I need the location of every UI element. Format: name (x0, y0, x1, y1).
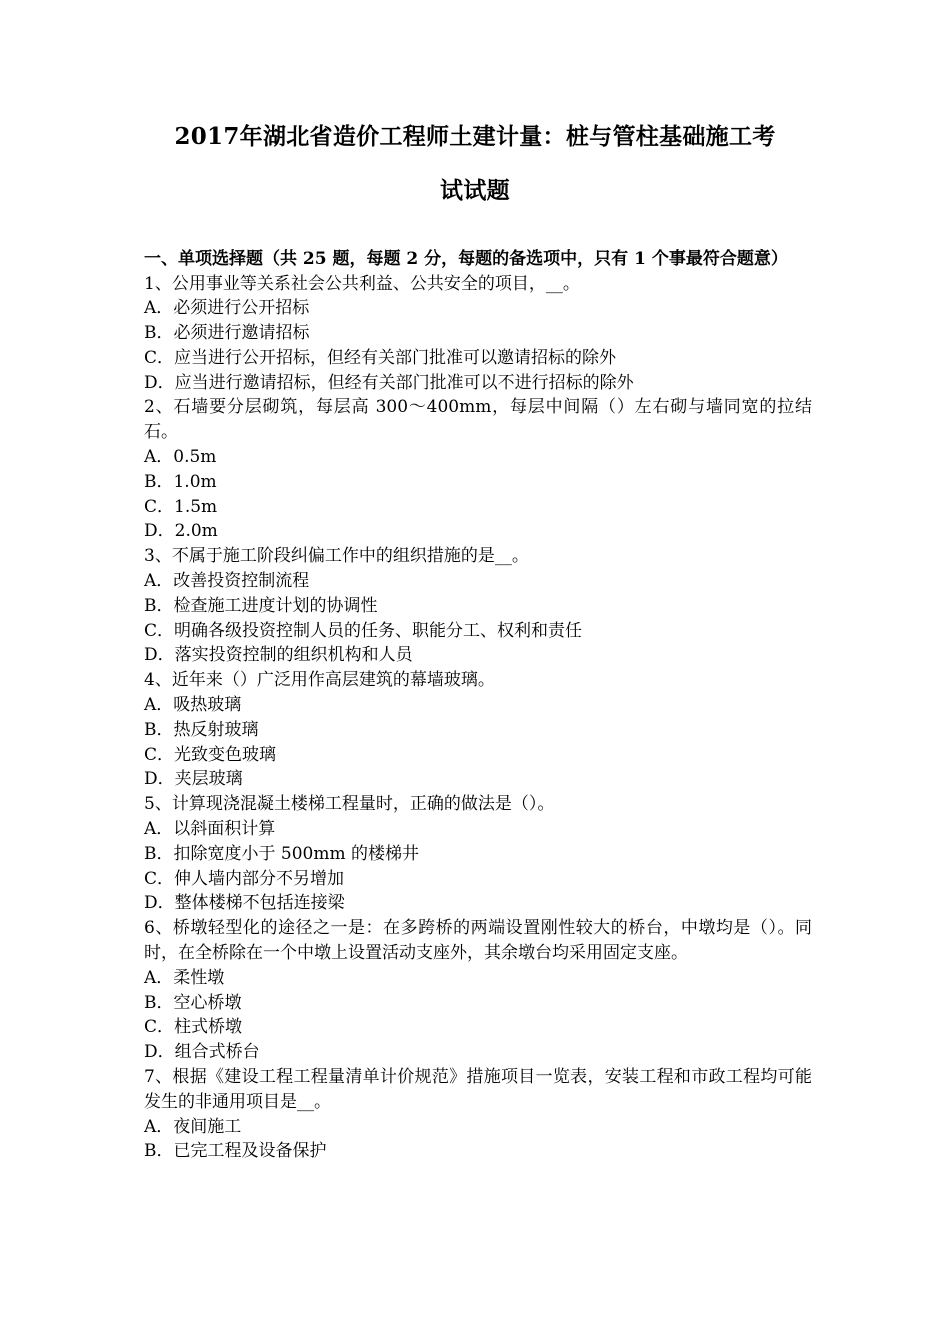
question-2 (144, 395, 812, 544)
document-title-line-1: 2017年湖北省造价工程师土建计量：桩与管柱基础施工考 (174, 123, 776, 150)
option-d: D．2.0m (144, 521, 218, 542)
option-b: B．已完工程及设备保护 (144, 1141, 327, 1162)
option-a: A．夜间施工 (144, 1116, 242, 1137)
option-c: C．应当进行公开招标，但经有关部门批准可以邀请招标的除外 (144, 347, 617, 368)
option-a: A．以斜面积计算 (144, 819, 276, 840)
option-b: B．热反射玻璃 (144, 719, 259, 740)
option-d: D．组合式桥台 (144, 1042, 260, 1063)
document-body (144, 247, 812, 1164)
question-1 (144, 272, 812, 396)
question-text: 6、桥墩轻型化的途径之一是：在多跨桥的两端设置刚性较大的桥台，中墩均是（）。同时，在全桥除在一个中墩上设置活动支座外，其余墩台均采用固定支座。 (144, 918, 812, 964)
question-3 (144, 544, 812, 668)
option-b: B．扣除宽度小于 500mm 的楼梯井 (144, 843, 419, 864)
option-d: D．应当进行邀请招标，但经有关部门批准可以不进行招标的除外 (144, 372, 634, 393)
document-title-line-2: 试试题 (440, 177, 510, 204)
question-6 (144, 916, 812, 1065)
option-c: C．伸人墙内部分不另增加 (144, 868, 345, 889)
question-text: 1、公用事业等关系社会公共利益、公共安全的项目，__。 (144, 273, 580, 294)
option-a: A．必须进行公开招标 (144, 298, 310, 319)
option-c: C．明确各级投资控制人员的任务、职能分工、权利和责任 (144, 620, 583, 641)
question-text: 3、不属于施工阶段纠偏工作中的组织措施的是__。 (144, 546, 529, 567)
question-text: 4、近年来（）广泛用作高层建筑的幕墙玻璃。 (144, 670, 495, 691)
option-c: C．柱式桥墩 (144, 1017, 243, 1038)
option-d: D．落实投资控制的组织机构和人员 (144, 645, 413, 666)
question-7 (144, 1065, 812, 1164)
option-b: B．1.0m (144, 471, 217, 492)
option-b: B．检查施工进度计划的协调性 (144, 595, 378, 616)
option-d: D．整体楼梯不包括连接梁 (144, 893, 345, 914)
question-5 (144, 792, 812, 916)
option-c: C．光致变色玻璃 (144, 744, 277, 765)
option-d: D．夹层玻璃 (144, 769, 243, 790)
option-b: B．空心桥墩 (144, 992, 242, 1013)
section-heading: 一、单项选择题（共 25 题，每题 2 分，每题的备选项中，只有 1 个事最符合题意） (144, 249, 788, 269)
option-c: C．1.5m (144, 496, 218, 517)
question-4 (144, 668, 812, 792)
question-text: 5、计算现浇混凝土楼梯工程量时，正确的做法是（）。 (144, 794, 555, 815)
option-b: B．必须进行邀请招标 (144, 323, 310, 344)
option-a: A．改善投资控制流程 (144, 571, 310, 592)
question-text: 2、石墙要分层砌筑，每层高 300～400mm，每层中间隔（）左右砌与墙同宽的拉结石。 (144, 397, 812, 443)
question-text: 7、根据《建设工程工程量清单计价规范》措施项目一览表，安装工程和市政工程均可能发生的非通用项目是__。 (144, 1067, 812, 1112)
option-a: A．柔性墩 (144, 967, 225, 988)
option-a: A．0.5m (144, 447, 217, 468)
option-a: A．吸热玻璃 (144, 695, 242, 716)
